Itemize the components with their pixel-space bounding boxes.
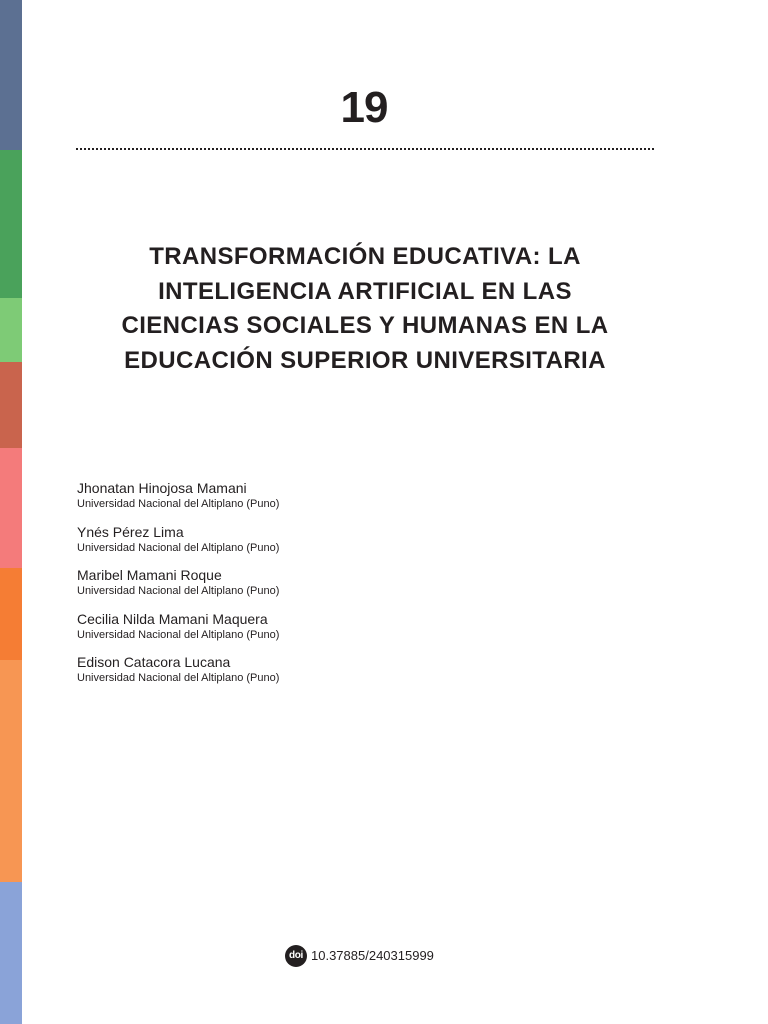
chapter-title-line: TRANSFORMACIÓN EDUCATIVA: LA [149,243,581,270]
author-affiliation: Universidad Nacional del Altiplano (Puno) [77,628,280,641]
chapter-title [60,240,670,378]
strip-segment-3 [0,298,22,362]
author-entry [77,653,477,697]
author-entry [77,479,477,523]
side-color-strip [0,0,22,1024]
strip-segment-8 [0,882,22,1024]
author-list [77,479,477,697]
strip-segment-2 [0,150,22,298]
author-name: Jhonatan Hinojosa Mamani [77,480,247,496]
strip-segment-7 [0,660,22,882]
author-affiliation: Universidad Nacional del Altiplano (Puno) [77,541,280,554]
author-name: Maribel Mamani Roque [77,567,222,583]
author-entry [77,523,477,567]
author-affiliation: Universidad Nacional del Altiplano (Puno) [77,585,280,597]
dotted-divider [76,148,654,150]
author-entry [77,610,477,654]
author-entry [77,566,477,610]
author-affiliation: Universidad Nacional del Altiplano (Puno) [77,672,280,684]
author-name: Cecilia Nilda Mamani Maquera [77,610,268,627]
author-name: Edison Catacora Lucana [77,654,231,670]
author-name: Ynés Pérez Lima [77,523,184,540]
strip-segment-5 [0,448,22,568]
chapter-title-line: CIENCIAS SOCIALES Y HUMANAS EN LA [121,312,609,339]
doi-reference [285,945,434,967]
doi-value[interactable]: 10.37885/240315999 [311,948,434,963]
author-affiliation: Universidad Nacional del Altiplano (Puno) [77,498,280,510]
doi-logo-icon: doi [285,945,307,967]
chapter-title-line: EDUCACIÓN SUPERIOR UNIVERSITARIA [124,346,606,374]
strip-segment-4 [0,362,22,448]
strip-segment-6 [0,568,22,660]
chapter-title-line: INTELIGENCIA ARTIFICIAL EN LAS [158,277,572,305]
chapter-number: 19 [340,83,388,132]
